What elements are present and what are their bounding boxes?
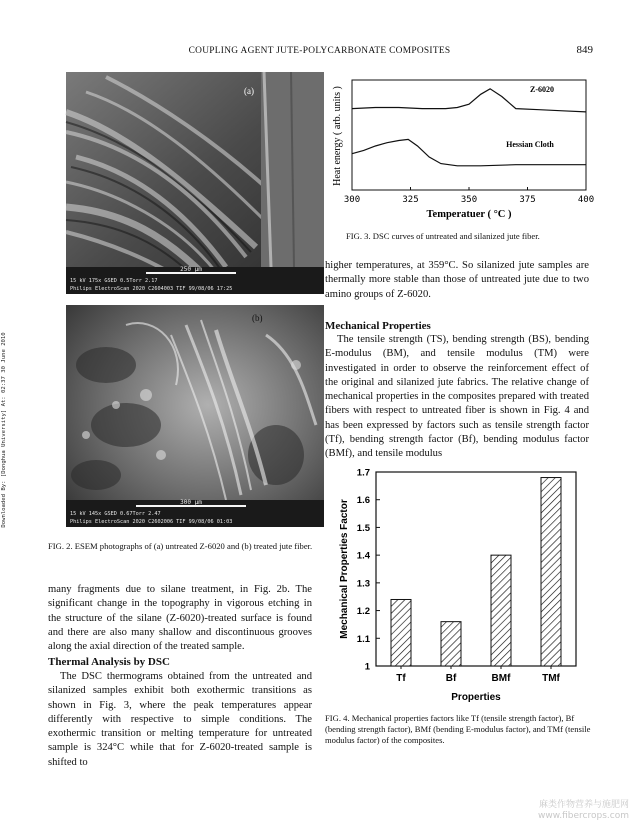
- download-stamp: [0, 295, 10, 565]
- mechanical-bar-chart: [330, 462, 592, 708]
- bar-TMf: [541, 478, 561, 666]
- esem-photo-b: [66, 305, 324, 527]
- esem-image-a: [66, 72, 324, 294]
- dsc-x-tick-label: 375: [519, 195, 536, 205]
- dsc-x-tick-label: 325: [402, 195, 419, 205]
- watermark-line-1: 麻类作物营养与施肥网: [538, 800, 629, 810]
- dsc-x-label: Temperatuer ( °C ): [426, 209, 512, 220]
- section-heading-thermal: Thermal Analysis by DSC: [48, 656, 170, 668]
- dsc-chart: [330, 72, 595, 222]
- esem-image-b: [66, 305, 324, 527]
- bar-x-label: Properties: [451, 692, 501, 703]
- bar-y-tick-label: 1.7: [356, 467, 370, 479]
- dsc-x-tick-label: 400: [577, 195, 595, 205]
- scale-label-a: 250 μm: [180, 266, 202, 273]
- figure4-caption: FIG. 4. Mechanical properties factors like Tf (tensile strength factor), Bf (bending strength factor), BMf (bending E-modulus factor), and TMf (tensile modulus factor) of the composites.: [325, 713, 591, 745]
- site-watermark: [538, 800, 629, 822]
- right-paragraph-1: higher temperatures, at 359°C. So silanized jute samples are thermally more stable than those of untreated jute due to two amino groups of Z-6020.: [325, 260, 589, 300]
- dsc-x-tick-label: 350: [460, 195, 478, 205]
- meta-line-a1: 15 kV 175x GSED 0.5Torr 2.17: [70, 278, 158, 284]
- meta-line-b1: 15 kV 145x GSED 0.67Torr 2.47: [70, 511, 161, 517]
- left-paragraph-2: The DSC thermograms obtained from the untreated and silanized samples exhibit both exothermic transitions as shown in Fig. 3, where the peak temperatures appear differently with respective to simple conditions. The exothermic transition or melting temperature for untreated sample is 324°C while that for Z-6020-treated sample is shifted to: [48, 671, 312, 768]
- bar-marks: [391, 478, 561, 684]
- meta-line-a2: Philips ElectroScan 2020 C2604003 TIF 99/08/06 17:25: [70, 286, 233, 292]
- dsc-lines: [352, 85, 586, 166]
- panel-label-b: (b): [252, 313, 263, 323]
- bar-category-label: Bf: [445, 673, 457, 684]
- bar-y-tick-label: 1: [364, 661, 370, 673]
- page-number: 849: [576, 44, 593, 56]
- bar-y-tick-label: 1.5: [356, 522, 370, 534]
- bar-Tf: [391, 599, 411, 666]
- bar-category-label: Tf: [396, 673, 406, 684]
- scale-label-b: 300 μm: [180, 499, 202, 506]
- bar-BMf: [491, 555, 511, 666]
- download-stamp-text: Downloaded By: [Donghua University] At: 02:37 30 June 2010: [1, 332, 7, 528]
- bar-category-label: TMf: [542, 673, 560, 684]
- running-title: COUPLING AGENT JUTE-POLYCARBONATE COMPOSITES: [188, 46, 451, 56]
- dsc-y-label: Heat energy ( arb. units ): [332, 86, 343, 186]
- bar-y-tick-label: 1.2: [356, 606, 370, 618]
- section-heading-mechanical: Mechanical Properties: [325, 320, 431, 332]
- dsc-series-label: Hessian Cloth: [506, 140, 554, 149]
- right-paragraph-2: The tensile strength (TS), bending strength (BS), bending E-modulus (BM), and tensile modulus (TM) were investigated in order to observe the reinforcement effect of the original and silanized jute fabrics. The relative change of mechanical properties in the composites prepared with treated fibers with respect to untreated fiber is shown in Fig. 4 and has been expressed by factors such as tensile strength factor (Tf), bending strength factor (Bf), bending modulus factor (BMf), and tensile modulus: [325, 334, 589, 460]
- bar-y-tick-label: 1.4: [356, 550, 370, 562]
- bar-Bf: [441, 622, 461, 666]
- panel-label-a: (a): [244, 86, 254, 96]
- bar-y-tick-label: 1.3: [356, 578, 370, 590]
- bar-y-tick-label: 1.1: [356, 633, 370, 645]
- meta-line-b2: Philips ElectroScan 2020 C2602006 TIF 99/08/06 01:03: [70, 519, 233, 525]
- bar-y-label: Mechanical Properties Factor: [339, 499, 350, 639]
- bar-y-tick-label: 1.6: [356, 495, 370, 507]
- bar-category-label: BMf: [491, 673, 511, 684]
- dsc-x-tick-label: 300: [343, 195, 361, 205]
- esem-photo-a: [66, 72, 324, 294]
- figure2-caption: FIG. 2. ESEM photographs of (a) untreated Z-6020 and (b) treated jute fiber.: [48, 541, 313, 551]
- watermark-line-2: www.fibercrops.com: [538, 811, 629, 821]
- dsc-plot-frame: [352, 80, 586, 190]
- left-paragraph-1: many fragments due to silane treatment, in Fig. 2b. The significant change in the topography in vigorous etching in the structure of the silane (Z-6020)-treated surface is found and there are also many shallow and discontinuous grooves along the axial direction of the treated sample.: [48, 584, 312, 653]
- figure3-caption: FIG. 3. DSC curves of untreated and silanized jute fiber.: [346, 231, 540, 241]
- dsc-series-label: Z-6020: [530, 85, 554, 94]
